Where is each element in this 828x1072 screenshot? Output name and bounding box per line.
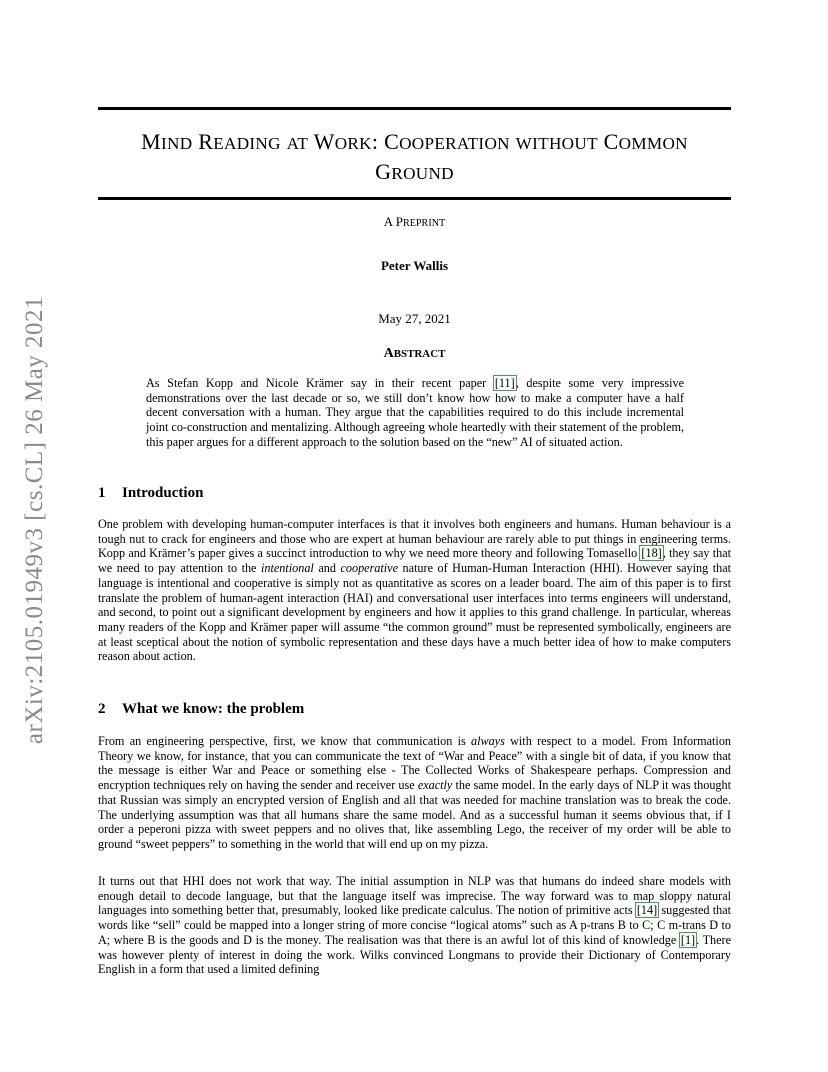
citation-link[interactable]: [14] <box>636 903 658 918</box>
arxiv-identifier: arXiv:2105.01949v3 [cs.CL] 26 May 2021 <box>21 295 48 745</box>
section-number: 1 <box>98 485 106 501</box>
section-title: Introduction <box>122 485 204 501</box>
section2-paragraph-1: From an engineering perspective, first, we know that communication is always with respect to a model. From Information Theory we know, for instance, that you can communicate the text of “War and Peace” with a single bit of data, if you know that the message is either War and Peace or something else - The Collected Works of Shakespeare perhaps. Compression and encryption techniques rely on having the sender and receiver use exactly the same model. In the early days of NLP it was thought that Russian was simply an encrypted version of English and all that was needed for machine translation was to break the code. The underlying assumption was that all humans share the same model. And as a successful human it seems obvious that, if I order a peperoni pizza with sweet peppers and no olives that, like assembling Lego, the receiver of my order will be able to ground “sweet peppers” to something in the world that will end up on my pizza. <box>98 734 732 851</box>
section-title: What we know: the problem <box>122 701 305 717</box>
title-bottom-rule <box>98 197 731 200</box>
top-rule <box>98 107 731 110</box>
citation-link[interactable]: [1] <box>680 932 696 947</box>
title-line-2: GROUND <box>375 159 454 184</box>
title-line-1: MIND READING AT WORK: COOPERATION WITHOUT COMMON <box>141 129 688 154</box>
citation-link[interactable]: [18] <box>641 546 662 561</box>
citation-link[interactable]: [11] <box>494 376 515 390</box>
paper-title <box>98 128 731 188</box>
abstract-heading: ABSTRACT <box>383 346 446 361</box>
section2-paragraph-2: It turns out that HHI does not work that way. The initial assumption in NLP was that humans do indeed share models with enough detail to decode language, but that the language itself was imprecise. The way forward was to map sloppy natural languages into something better that, presumably, looked like predicate calculus. The notion of primitive acts [14] suggested that words like “sell” could be mapped into a longer string of more concise “logical atoms” such as A p-trans B to C; C m-trans D to A; where B is the goods and D is the money. The realisation was that there is an awful lot of this kind of knowledge [1]. There was however plenty of interest in doing the work. Wilks convinced Longmans to provide their Dictionary of Contemporary English in a form that used a limited defining <box>98 874 731 977</box>
intro-paragraph: One problem with developing human-computer interfaces is that it involves both engineers and humans. Human behaviour is a tough nut to crack for engineers and those who are expert at human behaviour are rarely able to put things in engineering terms. Kopp and Krämer’s paper gives a succinct introduction to why we need more theory and following Tomasello [18], they say that we need to pay attention to the intentional and cooperative nature of Human-Human Interaction (HHI). However saying that language is intentional and cooperative is simply not as quantitative as scores on a leader board. The aim of this paper is to first translate the problem of human-agent interaction (HAI) and conversational user interfaces into terms engineers will understand, and second, to point out a significant development by engineers and how it applies to this grand challenge. In particular, whereas many readers of the Kopp and Krämer paper will assume “the common ground” must be represented symbolically, engineers are at least sceptical about the notion of symbolic representation and these days have a much better idea of how to make computers reason about action. <box>98 517 731 664</box>
preprint-label: A PREPRINT <box>383 214 446 229</box>
publication-date: May 27, 2021 <box>378 311 451 326</box>
author-name: Peter Wallis <box>380 258 449 273</box>
section-number: 2 <box>98 701 106 717</box>
section-heading-what-we-know <box>98 701 304 718</box>
abstract-text: As Stefan Kopp and Nicole Krämer say in their recent paper [11], despite some very impressive demonstrations over the last decade or so, we still don’t know how how to make a computer have a half decent conversation with a human. They argue that the capabilities required to do this include incremental joint co-construction and mentalizing. Although agreeing whole heartedly with their statement of the problem, this paper argues for a different approach to the solution based on the “new” AI of situated action. <box>146 376 684 449</box>
section-heading-introduction <box>98 485 203 502</box>
